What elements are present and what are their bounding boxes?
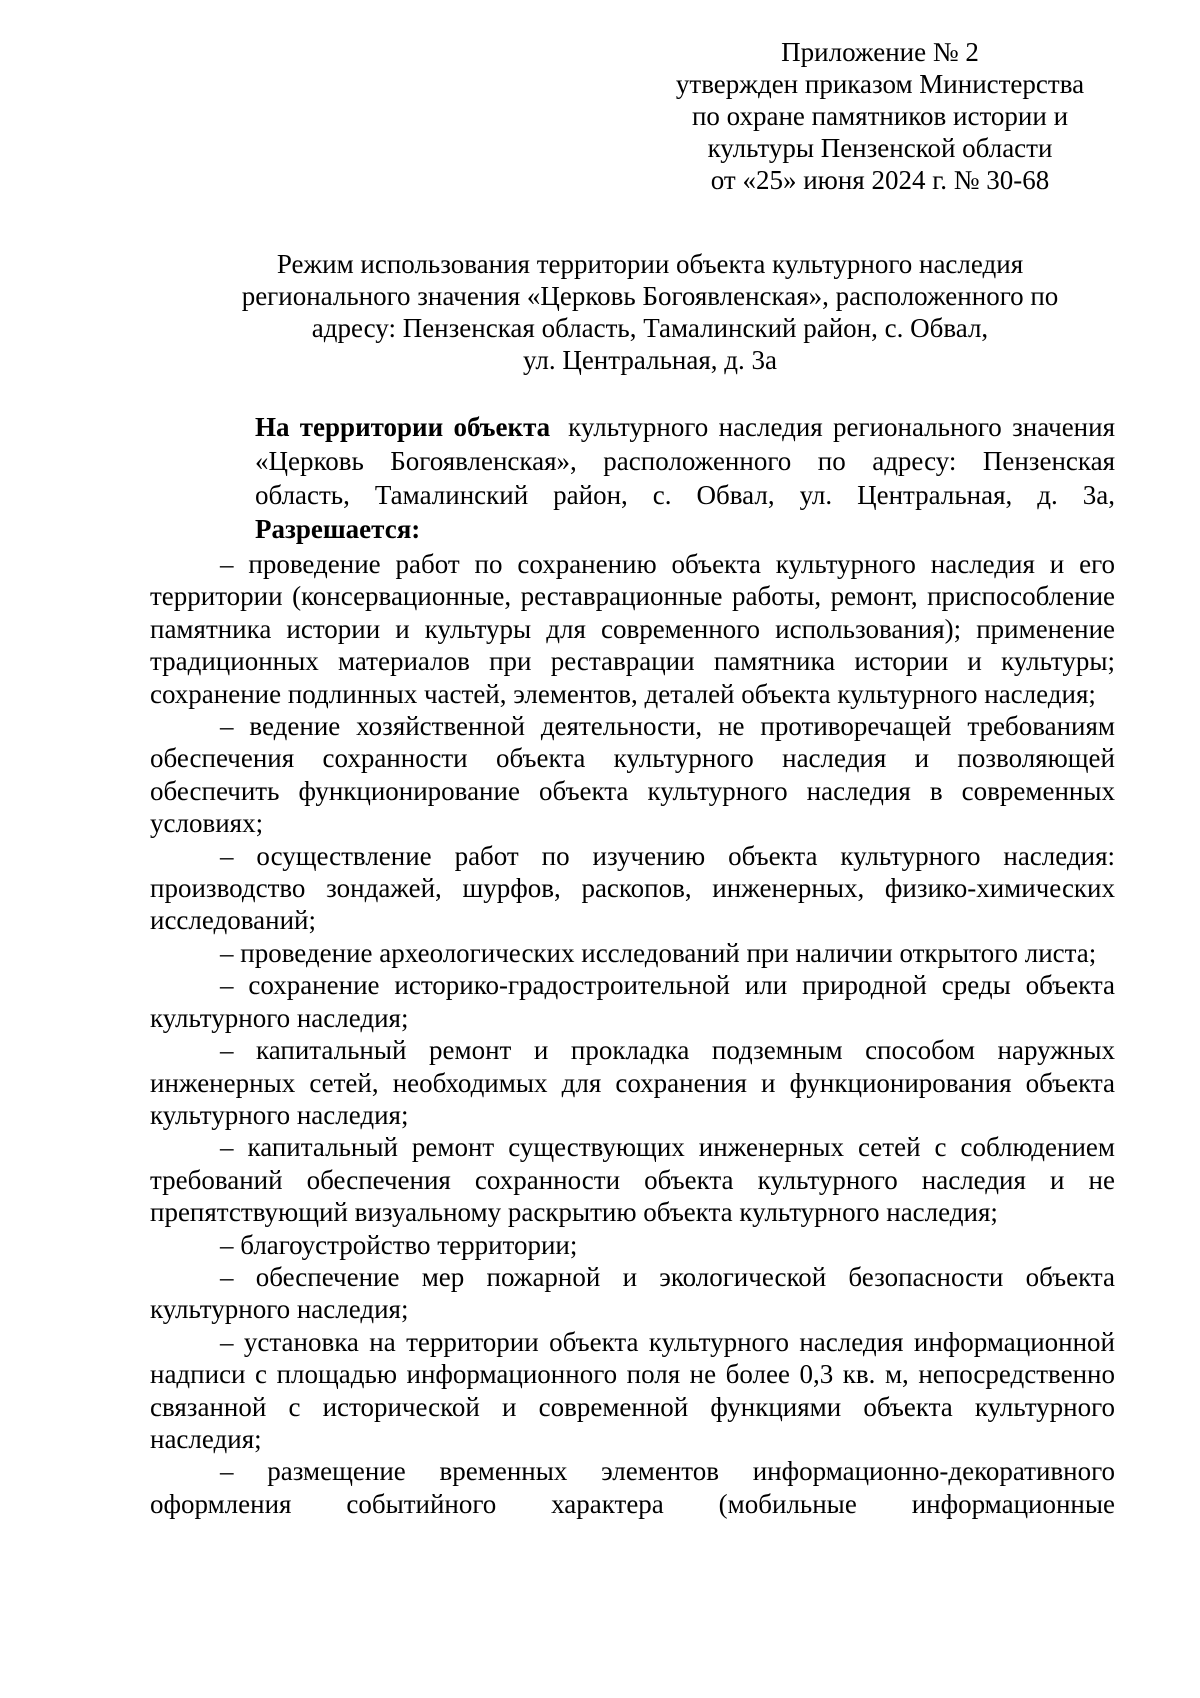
document-title bbox=[200, 248, 1100, 376]
list-item: – проведение работ по сохранению объекта культурного наследия и его территории (консервационные, реставрационные работы, ремонт, приспособление памятника истории и культуры для современного использования); применение традиционных материалов при реставрации памятника истории и культуры; сохранение подлинных частей, элементов, деталей объекта культурного наследия; bbox=[150, 549, 1115, 709]
intro-lead: На территории объекта bbox=[255, 412, 551, 442]
appendix-line: Приложение № 2 bbox=[781, 37, 979, 67]
list-item: – осуществление работ по изучению объекта культурного наследия: производство зондажей, шурфов, раскопов, инженерных, физико-химических исследований; bbox=[150, 840, 1115, 936]
list-item: – установка на территории объекта культурного наследия информационной надписи с площадью информационного поля не более 0,3 кв. м, непосредственно связанной с исторической и современной функциями объекта культурного наследия; bbox=[150, 1326, 1115, 1454]
appendix-line: по охране памятников истории и bbox=[691, 101, 1069, 131]
intro-paragraph bbox=[150, 410, 1115, 546]
title-line: ул. Центральная, д. 3а bbox=[523, 345, 777, 375]
intro-text: культурного наследия регионального значения «Церковь Богоявленская», расположенного по адресу: Пензенская область, Тамалинский район, с. Обвал, ул. Центральная, д. 3а, bbox=[255, 412, 1115, 510]
list-item: – проведение археологических исследований при наличии открытого листа; bbox=[220, 937, 1097, 968]
list-item: – благоустройство территории; bbox=[220, 1229, 578, 1260]
list-item: – сохранение историко-градостроительной или природной среды объекта культурного наследия; bbox=[150, 970, 1115, 1033]
title-line: Режим использования территории объекта культурного наследия bbox=[276, 249, 1024, 279]
list-item: – капитальный ремонт существующих инженерных сетей с соблюдением требований обеспечения сохранности объекта культурного наследия и не препятствующий визуальному раскрытию объекта культурного наследия; bbox=[150, 1132, 1115, 1228]
document-body bbox=[150, 410, 1115, 1520]
list-item: – ведение хозяйственной деятельности, не противоречащей требованиям обеспечения сохранности объекта культурного наследия и позволяющей обеспечить функционирование объекта культурного наследия в современных условиях; bbox=[150, 711, 1115, 839]
list-item: – капитальный ремонт и прокладка подземным способом наружных инженерных сетей, необходимых для сохранения и функционирования объекта культурного наследия; bbox=[150, 1035, 1115, 1130]
title-line: регионального значения «Церковь Богоявленская», расположенного по bbox=[241, 281, 1059, 311]
appendix-line: от «25» июня 2024 г. № 30-68 bbox=[710, 165, 1050, 195]
list-item: – размещение временных элементов информационно-декоративного оформления событийного характера (мобильные информационные bbox=[150, 1456, 1115, 1519]
title-line: адресу: Пензенская область, Тамалинский район, с. Обвал, bbox=[311, 313, 989, 343]
appendix-line: утвержден приказом Министерства bbox=[675, 69, 1085, 99]
appendix-line: культуры Пензенской области bbox=[707, 133, 1053, 163]
intro-permit: Разрешается: bbox=[255, 514, 421, 544]
list-item: – обеспечение мер пожарной и экологической безопасности объекта культурного наследия; bbox=[150, 1261, 1115, 1325]
appendix-header bbox=[660, 36, 1100, 196]
